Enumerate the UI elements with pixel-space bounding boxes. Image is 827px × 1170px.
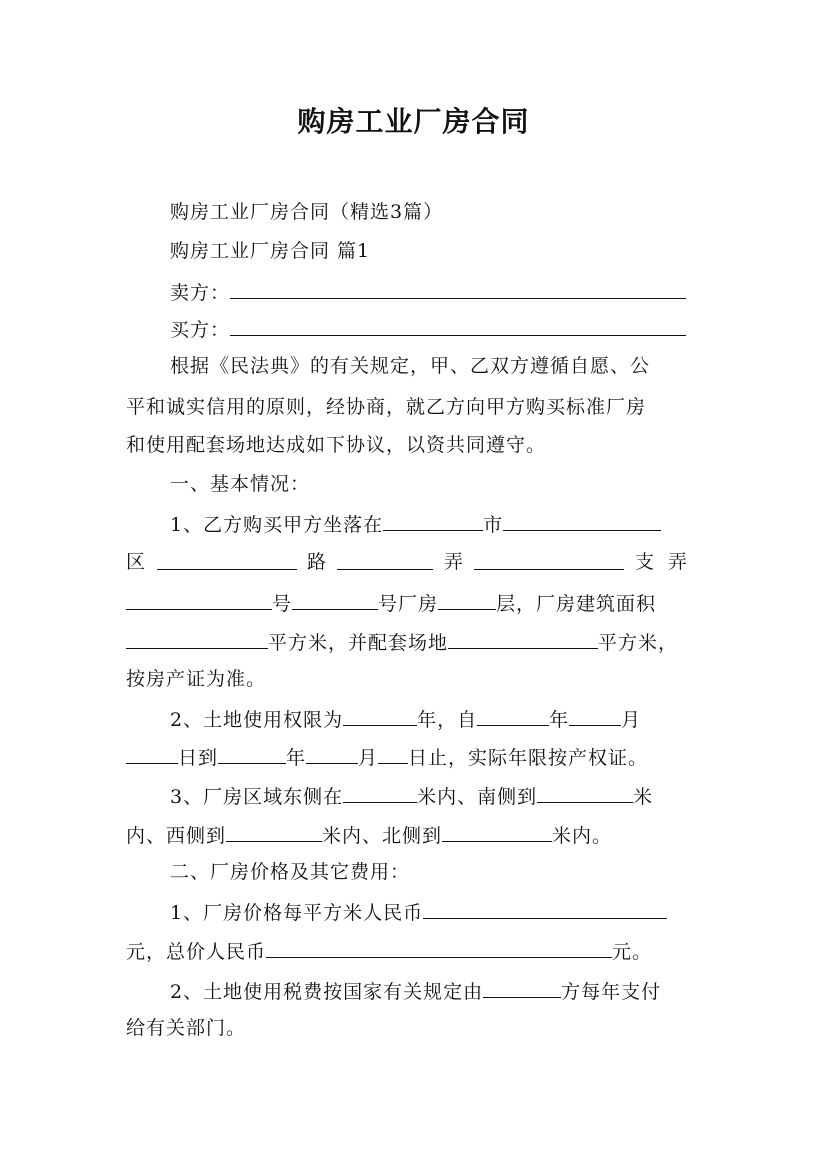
blank[interactable]: [569, 706, 621, 726]
blank[interactable]: [477, 706, 549, 726]
clause-1-line-4: [126, 629, 701, 655]
blank[interactable]: [474, 550, 624, 570]
buyer-line: [126, 316, 701, 342]
clause-3-line-1: [126, 783, 701, 809]
clause-text: 内、西侧到: [126, 825, 227, 847]
document-title: 购房工业厂房合同: [297, 105, 530, 138]
clause-text: 月: [358, 747, 379, 769]
blank[interactable]: [438, 590, 496, 610]
blank[interactable]: [442, 822, 552, 842]
price-line-1: [126, 899, 701, 925]
clause-text: 平方米，并配套场地: [268, 632, 449, 654]
clause-text: 平方米，: [598, 632, 679, 654]
blank[interactable]: [537, 783, 633, 803]
blank[interactable]: [343, 783, 417, 803]
subtitle: 购房工业厂房合同（精选3篇）: [170, 201, 444, 223]
clause-text: 1、厂房价格每平方米人民币: [170, 902, 424, 924]
section-heading-2: 二、厂房价格及其它费用：: [170, 861, 411, 883]
clause-text: 市: [483, 514, 504, 536]
clause-text: 3、厂房区域东侧在: [170, 786, 344, 808]
clause-text: 年: [549, 709, 570, 731]
clause-text: 号: [272, 593, 293, 615]
tax-line-1: [126, 978, 701, 1004]
seller-label: 卖方：: [170, 282, 231, 304]
blank[interactable]: [423, 899, 667, 919]
blank[interactable]: [337, 550, 433, 570]
clause-text: 月: [621, 709, 642, 731]
clause-text: 元。: [612, 941, 653, 963]
clause-text: 弄: [443, 551, 464, 573]
clause-text: 米内、南侧到: [417, 786, 538, 808]
blank[interactable]: [226, 822, 322, 842]
clause-2-line-2: [126, 744, 701, 770]
blank[interactable]: [383, 511, 483, 531]
blank[interactable]: [448, 629, 598, 649]
clause-text: 年，自: [417, 709, 478, 731]
tax-line-2: 给有关部门。: [126, 1017, 247, 1039]
blank[interactable]: [157, 550, 297, 570]
price-line-2: [126, 938, 701, 964]
clause-1-line-3: [126, 590, 701, 616]
clause-text: 1、乙方购买甲方坐落在: [170, 514, 384, 536]
clause-text: 区: [126, 551, 147, 573]
clause-text: 米内。: [552, 825, 613, 847]
clause-text: 2、土地使用税费按国家有关规定由: [170, 981, 484, 1003]
blank[interactable]: [378, 744, 408, 764]
clause-text: 元，总价人民币: [126, 941, 267, 963]
clause-text: 日到: [178, 747, 219, 769]
intro-line-3: 和使用配套场地达成如下协议，以资共同遵守。: [126, 434, 547, 456]
blank[interactable]: [266, 938, 612, 958]
clause-text: 米: [633, 786, 654, 808]
clause-text: 号厂房: [378, 593, 439, 615]
blank[interactable]: [126, 590, 272, 610]
seller-blank[interactable]: [230, 279, 686, 299]
clause-text: 年: [286, 747, 307, 769]
seller-line: [126, 279, 701, 305]
blank[interactable]: [483, 978, 561, 998]
clause-text: 米内、北侧到: [322, 825, 443, 847]
buyer-blank[interactable]: [230, 316, 686, 336]
clause-text: 层，厂房建筑面积: [496, 593, 657, 615]
intro-line-2: 平和诚实信用的原则，经协商，就乙方向甲方购买标准厂房: [126, 396, 647, 418]
blank[interactable]: [292, 590, 378, 610]
blank[interactable]: [503, 511, 661, 531]
clause-text: 路: [306, 551, 327, 573]
clause-text: 2、土地使用权限为: [170, 709, 344, 731]
clause-2-line-1: [126, 706, 701, 732]
blank[interactable]: [343, 706, 417, 726]
clause-text: 方每年支付: [561, 981, 662, 1003]
blank[interactable]: [126, 744, 178, 764]
clause-text: 支弄: [634, 551, 701, 573]
clause-1-line-5: 按房产证为准。: [126, 668, 267, 690]
clause-1-line-1: [126, 511, 701, 537]
blank[interactable]: [306, 744, 358, 764]
buyer-label: 买方：: [170, 319, 231, 341]
clause-3-line-2: [126, 822, 701, 848]
blank[interactable]: [218, 744, 286, 764]
clause-1-line-2: [126, 550, 701, 574]
intro-line-1: 根据《民法典》的有关规定，甲、乙双方遵循自愿、公: [170, 355, 651, 377]
section-heading-1: 一、基本情况：: [170, 473, 311, 495]
clause-text: 日止，实际年限按产权证。: [408, 747, 649, 769]
part-heading: 购房工业厂房合同 篇1: [170, 240, 371, 262]
blank[interactable]: [126, 629, 268, 649]
